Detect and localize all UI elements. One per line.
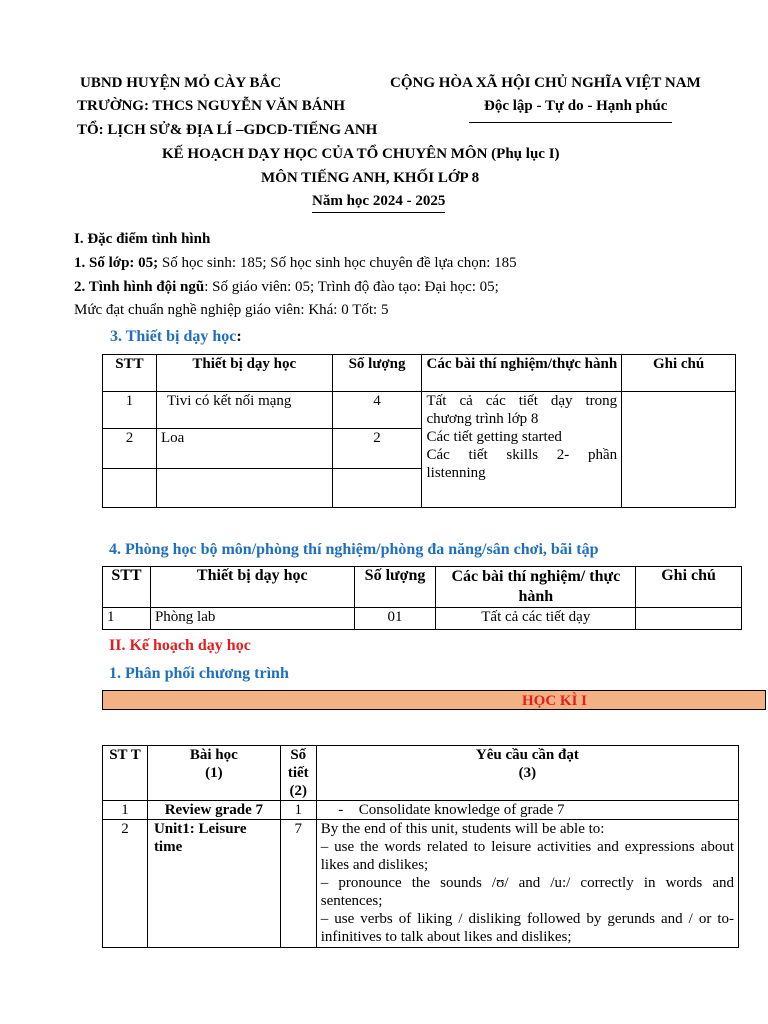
school-year: Năm học 2024 - 2025 bbox=[312, 193, 445, 213]
program-table bbox=[102, 745, 739, 948]
equipment-qty: 2 bbox=[332, 429, 422, 469]
program-col-lesson bbox=[147, 746, 280, 801]
rooms-col-stt: STT bbox=[103, 567, 151, 608]
program-header-row bbox=[103, 746, 739, 801]
table-row bbox=[103, 820, 739, 948]
program-lesson: Unit1: Leisure time bbox=[147, 820, 280, 948]
program-requirements bbox=[316, 820, 738, 948]
staff-info-label: 2. Tình hình đội ngũ bbox=[74, 279, 205, 295]
requirement-line: – use the words related to leisure activities and expressions about likes and dislikes; bbox=[320, 839, 734, 873]
equipment-lessons bbox=[422, 392, 622, 508]
country-name: CỘNG HÒA XÃ HỘI CHỦ NGHĨA VIỆT NAM bbox=[390, 75, 701, 91]
semester-label: HỌC KÌ I bbox=[522, 693, 588, 709]
equipment-heading-colon: : bbox=[236, 328, 242, 345]
program-stt: 1 bbox=[103, 801, 148, 820]
requirement-line: – use verbs of liking / disliking followed by gerunds and / or to-infinitives to talk about likes and dislikes; bbox=[320, 911, 734, 945]
equipment-col-note: Ghi chú bbox=[622, 355, 736, 392]
document-subject: MÔN TIẾNG ANH, KHỐI LỚP 8 bbox=[261, 170, 480, 186]
class-info bbox=[74, 255, 517, 272]
program-col-requirements bbox=[316, 746, 738, 801]
table-row bbox=[103, 608, 742, 630]
equipment-heading-text: 3. Thiết bị dạy học bbox=[110, 328, 237, 345]
equipment-stt: 2 bbox=[103, 429, 157, 469]
equipment-heading bbox=[110, 328, 242, 346]
equipment-lesson-item: Các tiết getting started bbox=[426, 429, 562, 445]
requirement-line: By the end of this unit, students will be able to: bbox=[320, 821, 605, 837]
program-lesson: Review grade 7 bbox=[147, 801, 280, 820]
rooms-note bbox=[636, 608, 742, 630]
staff-info-text: : Số giáo viên: 05; Trình độ đào tạo: Đại học: 05; bbox=[204, 279, 499, 295]
equipment-lesson-item: Tất cả các tiết dạy trong chương trình lớp 8 bbox=[426, 393, 618, 427]
program-periods: 7 bbox=[280, 820, 316, 948]
rooms-col-device: Thiết bị dạy học bbox=[150, 567, 354, 608]
district-name: UBND HUYỆN MỎ CÀY BẮC bbox=[80, 75, 282, 91]
class-info-label: 1. Số lớp: 05; bbox=[74, 255, 159, 271]
equipment-note bbox=[622, 392, 736, 508]
equipment-col-qty: Số lượng bbox=[332, 355, 422, 392]
section-1-heading: I. Đặc điểm tình hình bbox=[74, 231, 211, 247]
program-stt: 2 bbox=[103, 820, 148, 948]
rooms-col-note: Ghi chú bbox=[636, 567, 742, 608]
program-col-lesson-num: (1) bbox=[205, 765, 223, 781]
program-col-req-num: (3) bbox=[518, 765, 537, 781]
rooms-stt: 1 bbox=[103, 608, 151, 630]
equipment-device bbox=[156, 469, 332, 508]
motto-underline bbox=[469, 122, 672, 123]
requirement-dash: - bbox=[338, 802, 344, 818]
table-row bbox=[103, 392, 736, 429]
rooms-header-row bbox=[103, 567, 742, 608]
equipment-stt bbox=[103, 469, 157, 508]
equipment-qty bbox=[332, 469, 422, 508]
rooms-col-lessons: Các bài thí nghiệm/ thực hành bbox=[436, 567, 636, 608]
document-title: KẾ HOẠCH DẠY HỌC CỦA TỔ CHUYÊN MÔN (Phụ lục I) bbox=[162, 146, 560, 162]
equipment-col-device: Thiết bị dạy học bbox=[156, 355, 332, 392]
rooms-col-qty: Số lượng bbox=[354, 567, 436, 608]
equipment-table bbox=[102, 354, 736, 508]
rooms-qty: 01 bbox=[354, 608, 436, 630]
rooms-heading: 4. Phòng học bộ môn/phòng thí nghiệm/phòng đa năng/sân chơi, bãi tập bbox=[109, 541, 599, 558]
teacher-standard: Mức đạt chuẩn nghề nghiệp giáo viên: Khá: 0 Tốt: 5 bbox=[74, 302, 389, 318]
program-periods: 1 bbox=[280, 801, 316, 820]
table-row bbox=[103, 801, 739, 820]
program-distribution-heading: 1. Phân phối chương trình bbox=[109, 665, 289, 682]
program-col-req-title: Yêu cầu cần đạt bbox=[475, 747, 579, 763]
equipment-lesson-item: Các tiết skills 2- phần listenning bbox=[426, 447, 618, 481]
equipment-device: Loa bbox=[156, 429, 332, 469]
rooms-lessons: Tất cả các tiết dạy bbox=[436, 608, 636, 630]
semester-banner bbox=[102, 690, 766, 710]
program-requirements bbox=[316, 801, 738, 820]
rooms-name: Phòng lab bbox=[150, 608, 354, 630]
equipment-header-row bbox=[103, 355, 736, 392]
equipment-col-lessons: Các bài thí nghiệm/thực hành bbox=[422, 355, 622, 392]
equipment-col-stt: STT bbox=[103, 355, 157, 392]
program-col-lesson-title: Bài học bbox=[189, 747, 238, 763]
program-col-periods: Số tiết (2) bbox=[280, 746, 316, 801]
school-name: TRƯỜNG: THCS NGUYỄN VĂN BÁNH bbox=[77, 98, 346, 114]
equipment-device: Tivi có kết nối mạng bbox=[156, 392, 332, 429]
section-2-heading: II. Kế hoạch dạy học bbox=[109, 637, 251, 654]
class-info-text: Số học sinh: 185; Số học sinh học chuyên đề lựa chọn: 185 bbox=[158, 255, 517, 271]
equipment-qty: 4 bbox=[332, 392, 422, 429]
equipment-stt: 1 bbox=[103, 392, 157, 429]
rooms-table bbox=[102, 566, 742, 630]
requirement-line: – pronounce the sounds /ʊ/ and /u:/ correctly in words and sentences; bbox=[320, 875, 734, 909]
department-name: TỔ: LỊCH SỬ& ĐỊA LÍ –GDCD-TIẾNG ANH bbox=[77, 122, 378, 138]
staff-info bbox=[74, 279, 499, 296]
country-motto: Độc lập - Tự do - Hạnh phúc bbox=[484, 98, 668, 114]
requirement-text: Consolidate knowledge of grade 7 bbox=[358, 802, 565, 818]
program-col-stt: ST T bbox=[103, 746, 148, 801]
